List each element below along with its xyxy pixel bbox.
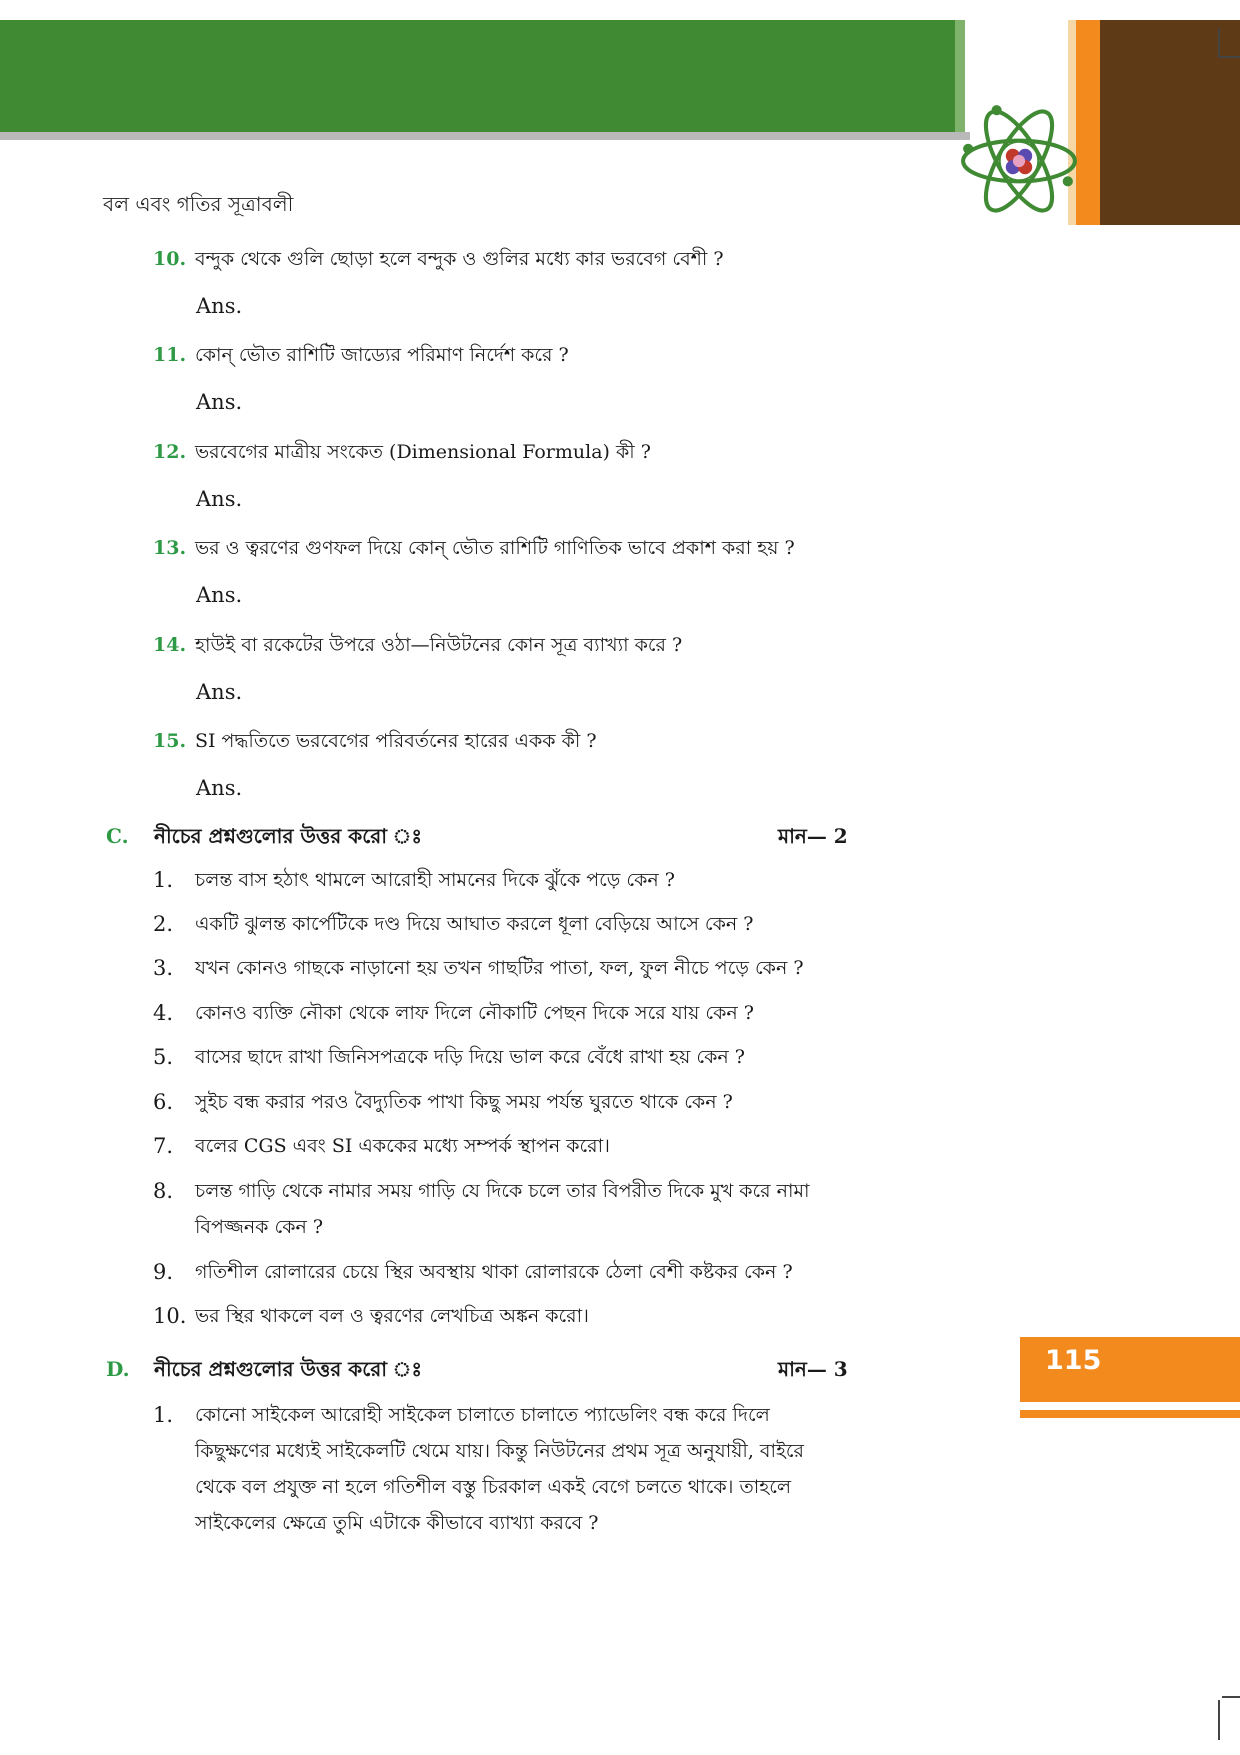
- list-item: 2. একটি ঝুলন্ত কার্পেটিকে দণ্ড দিয়ে আঘাত করলে ধূলা বেড়িয়ে আসে কেন ?: [153, 912, 754, 936]
- question-item: 12. ভরবেগের মাত্রীয় সংকেত (Dimensional Formula) কী ?: [153, 441, 651, 463]
- list-item: 5. বাসের ছাদে রাখা জিনিসপত্রকে দড়ি দিয়ে ভাল করে বেঁধে রাখা হয় কেন ?: [153, 1045, 745, 1069]
- section-c-heading: C. নীচের প্রশ্নগুলোর উত্তর করো ঃ: [106, 824, 423, 848]
- answer-label: Ans.: [196, 487, 243, 511]
- crop-mark: [1218, 28, 1220, 58]
- list-item: 6. সুইচ বন্ধ করার পরও বৈদ্যুতিক পাখা কিছু সময় পর্যন্ত ঘুরতে থাকে কেন ?: [153, 1090, 733, 1114]
- crop-mark: [1218, 56, 1240, 58]
- question-item: 15. SI পদ্ধতিতে ভরবেগের পরিবর্তনের হারের একক কী ?: [153, 730, 597, 752]
- question-item: 11. কোন্ ভৌত রাশিটি জাড্যের পরিমাণ নির্দেশ করে ?: [153, 344, 569, 366]
- question-item: 10. বন্দুক থেকে গুলি ছোড়া হলে বন্দুক ও গুলির মধ্যে কার ভরবেগ বেশী ?: [153, 248, 724, 270]
- header-banner-underline: [0, 132, 970, 140]
- answer-label: Ans.: [196, 776, 243, 800]
- question-item: 14. হাউই বা রকেটের উপরে ওঠা—নিউটনের কোন সূত্র ব্যাখ্যা করে ?: [153, 634, 683, 656]
- section-d-marks: মান— 3: [778, 1357, 848, 1381]
- crop-mark: [1218, 1700, 1220, 1740]
- header-banner-green: [0, 20, 965, 132]
- answer-label: Ans.: [196, 583, 243, 607]
- list-item: 10. ভর স্থির থাকলে বল ও ত্বরণের লেখচিত্র অঙ্কন করো।: [153, 1304, 589, 1328]
- page-number-underline: [1020, 1410, 1240, 1418]
- list-item: 9. গতিশীল রোলারের চেয়ে স্থির অবস্থায় থাকা রোলারকে ঠেলা বেশী কষ্টকর কেন ?: [153, 1260, 793, 1284]
- section-c-marks: মান— 2: [778, 824, 848, 848]
- list-item: 8. চলন্ত গাড়ি থেকে নামার সময় গাড়ি যে দিকে চলে তার বিপরীত দিকে মুখ করে নামা বিপজ্জনক কেন ?: [153, 1179, 810, 1238]
- answer-label: Ans.: [196, 680, 243, 704]
- list-item: 1. চলন্ত বাস হঠাৎ থামলে আরোহী সামনের দিকে ঝুঁকে পড়ে কেন ?: [153, 868, 675, 892]
- answer-label: Ans.: [196, 390, 243, 414]
- atom-icon: [958, 100, 1080, 222]
- list-item: 4. কোনও ব্যক্তি নৌকা থেকে লাফ দিলে নৌকাটি পেছন দিকে সরে যায় কেন ?: [153, 1001, 754, 1025]
- list-item: 1. কোনো সাইকেল আরোহী সাইকেল চালাতে চালাতে প্যাডেলিং বন্ধ করে দিলে কিছুক্ষণের মধ্যেই সাইকেলটি থেমে যায়। কিন্তু নিউটনের প্রথম সূত্র অনুযায়ী, বাইরে থেকে বল প্রযুক্ত না হলে গতিশীল বস্তু চিরকাল একই বেগে চলতে থাকে। তাহলে সাইকেলের ক্ষেত্রে তুমি এটাকে কীভাবে ব্যাখ্যা করবে ?: [153, 1403, 804, 1534]
- list-item: 3. যখন কোনও গাছকে নাড়ানো হয় তখন গাছটির পাতা, ফল, ফুল নীচে পড়ে কেন ?: [153, 956, 804, 980]
- answer-label: Ans.: [196, 294, 243, 318]
- running-title: বল এবং গতির সূত্রাবলী: [103, 192, 294, 216]
- question-item: 13. ভর ও ত্বরণের গুণফল দিয়ে কোন্ ভৌত রাশিটি গাণিতিক ভাবে প্রকাশ করা হয় ?: [153, 537, 795, 559]
- crop-mark: [1222, 1696, 1240, 1698]
- list-item: 7. বলের CGS এবং SI এককের মধ্যে সম্পর্ক স্থাপন করো।: [153, 1134, 610, 1158]
- section-d-heading: D. নীচের প্রশ্নগুলোর উত্তর করো ঃ: [106, 1357, 423, 1381]
- page-number: 115: [1045, 1345, 1102, 1376]
